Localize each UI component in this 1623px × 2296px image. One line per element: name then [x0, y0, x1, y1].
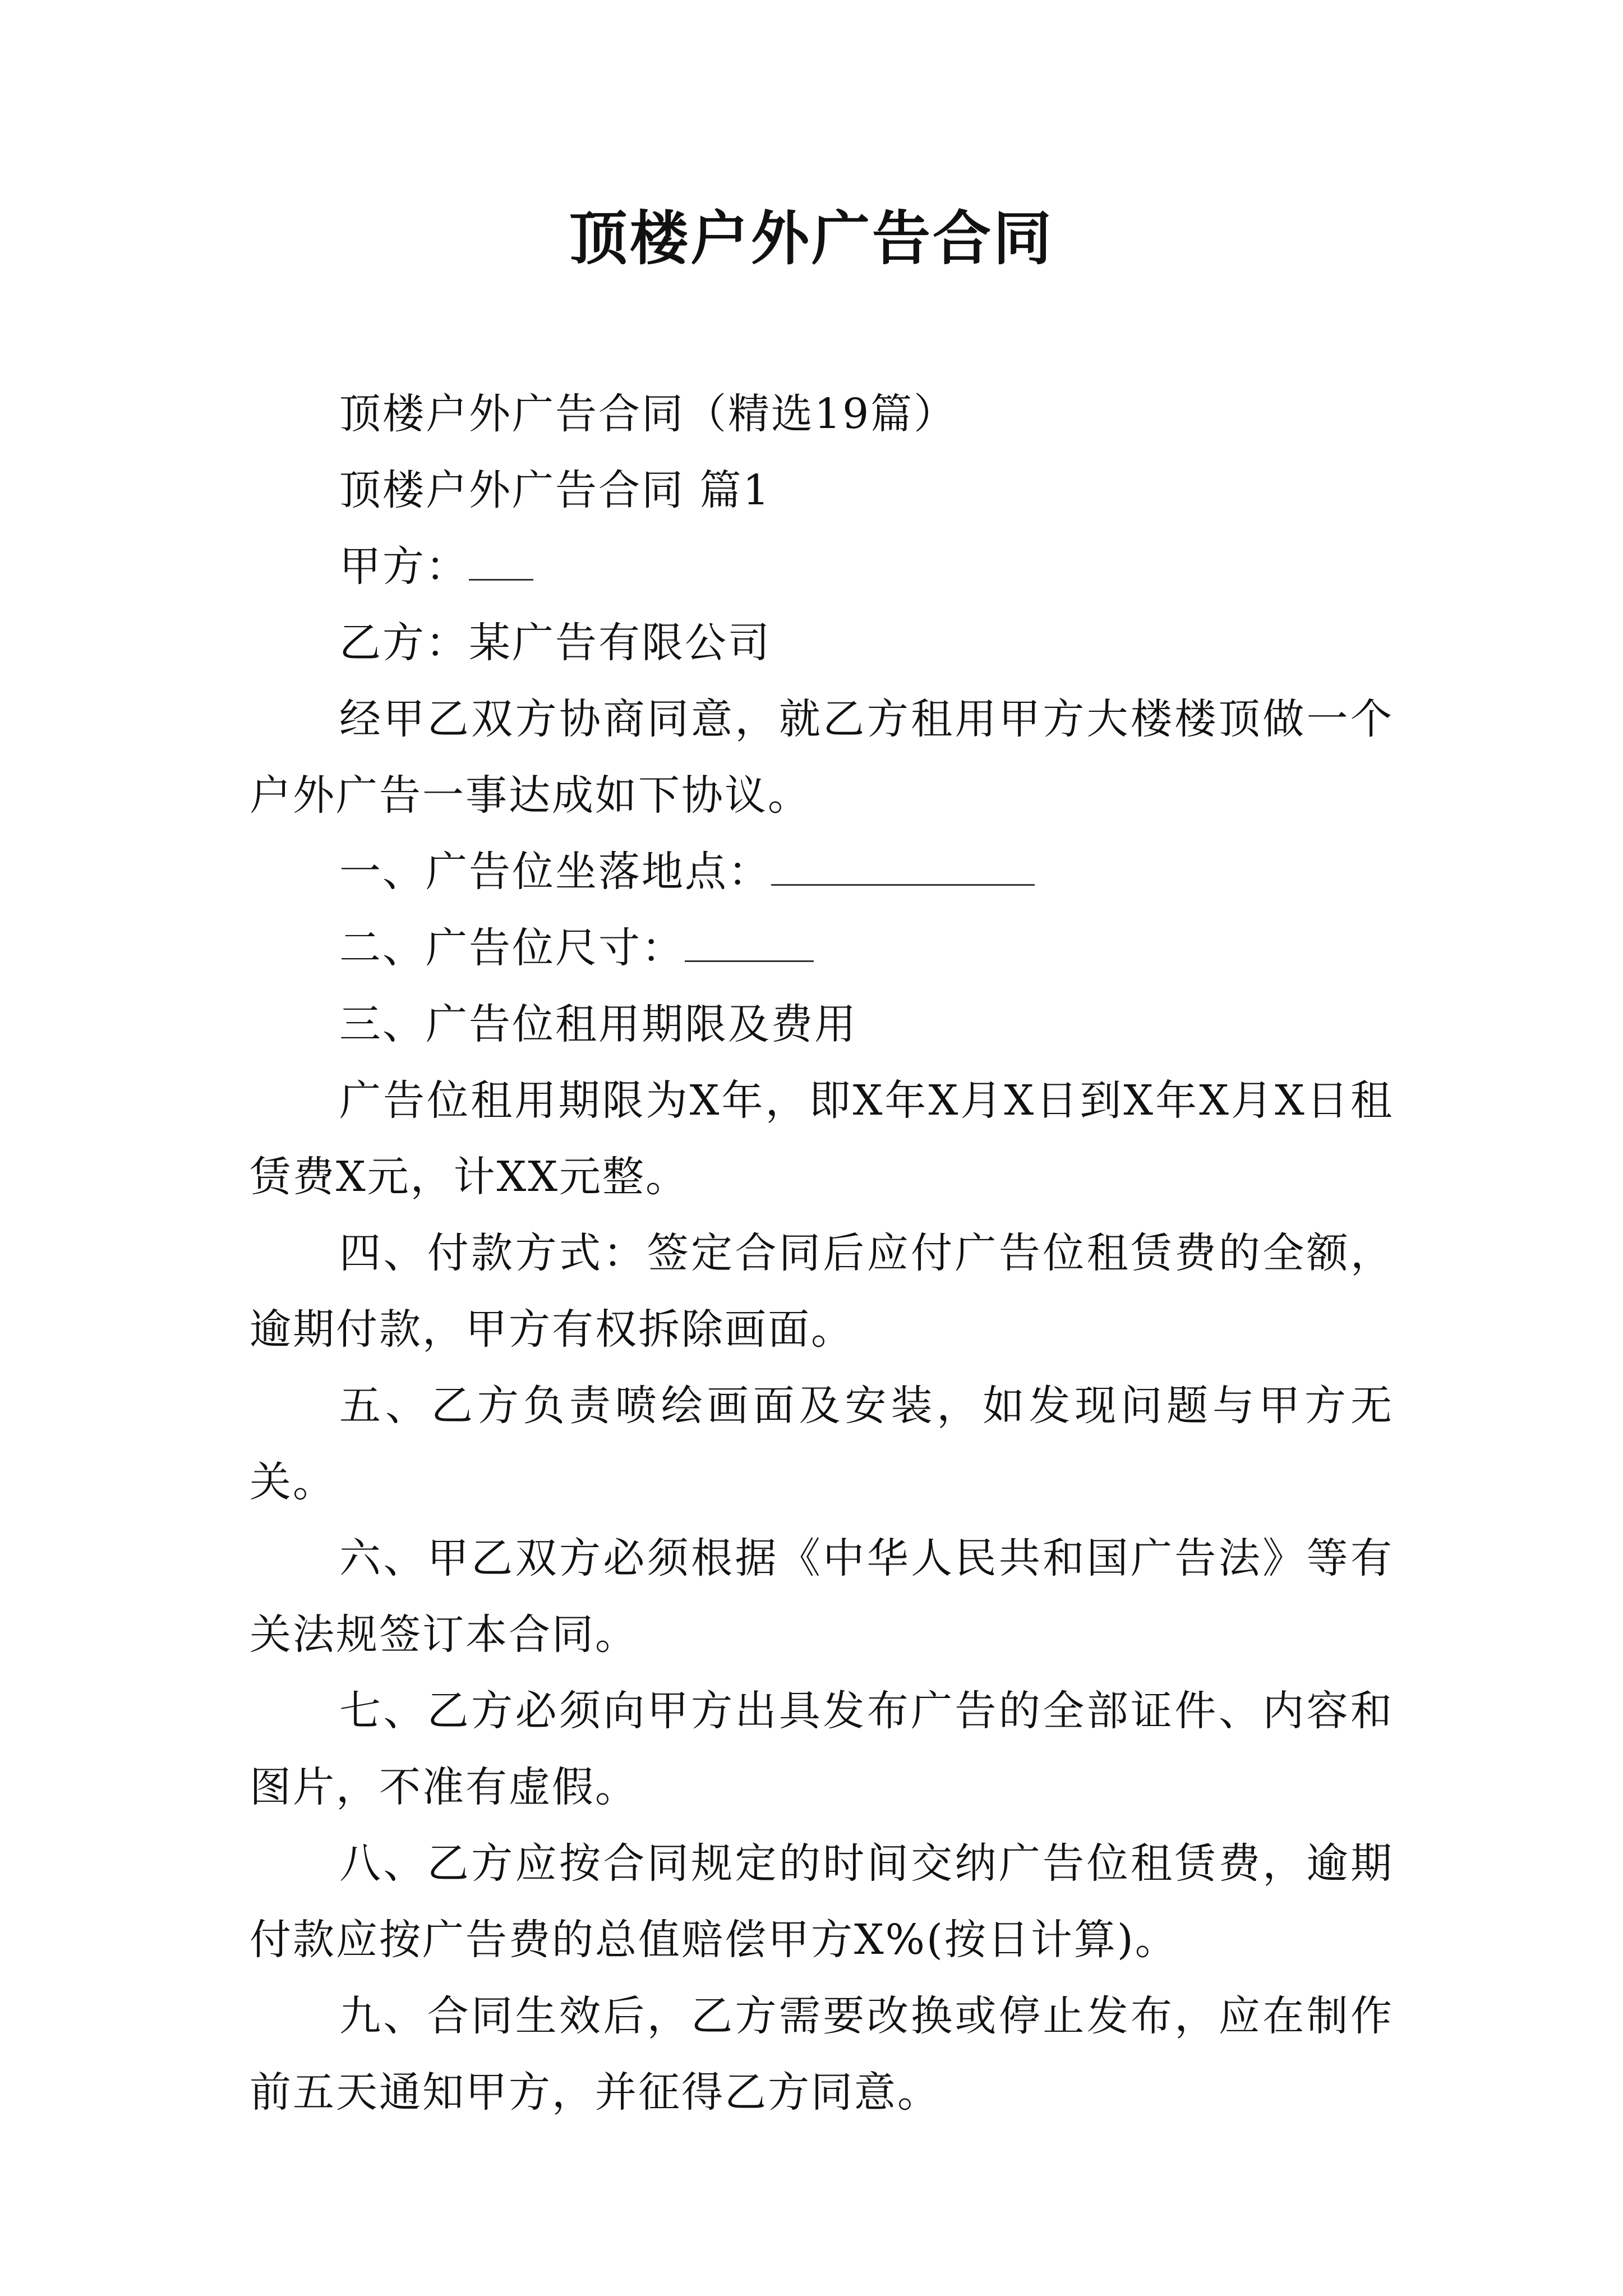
clause-1: [250, 834, 1394, 910]
clause-7: 七、乙方必须向甲方出具发布广告的全部证件、内容和图片，不准有虚假。: [250, 1687, 1394, 1811]
section-heading: 顶楼户外广告合同 篇1: [339, 466, 771, 514]
location-blank: [771, 852, 1035, 886]
clause-6: 六、甲乙双方必须根据《中华人民共和国广告法》等有关法规签订本合同。: [250, 1534, 1394, 1659]
term-paragraph: 广告位租用期限为X年，即X年X月X日到X年X月X日租赁费X元，计XX元整。: [250, 1076, 1394, 1201]
document-body: [250, 376, 1394, 2131]
clause-9: 九、合同生效后，乙方需要改换或停止发布，应在制作前五天通知甲方，并征得乙方同意。: [250, 1992, 1394, 2116]
intro-paragraph: 经甲乙双方协商同意，就乙方租用甲方大楼楼顶做一个户外广告一事达成如下协议。: [250, 695, 1394, 820]
clause-4: 四、付款方式：签定合同后应付广告位租赁费的全额，逾期付款，甲方有权拆除画面。: [250, 1229, 1394, 1354]
size-blank: [685, 928, 814, 962]
document-title: 顶楼户外广告合同: [569, 204, 1054, 273]
party-b-line: 乙方：某广告有限公司: [339, 619, 771, 667]
clause-3: 三、广告位租用期限及费用: [339, 1000, 857, 1048]
clause-8: 八、乙方应按合同规定的时间交纳广告位租赁费，逾期付款应按广告费的总值赔偿甲方X%(按日计算)。: [250, 1839, 1394, 1964]
clause-1-text: 一、广告位坐落地点：: [339, 848, 771, 896]
clause-2: [250, 910, 1394, 986]
party-a-label: 甲方：: [339, 542, 469, 591]
party-a-blank: [469, 546, 533, 581]
clause-2-text: 二、广告位尺寸：: [339, 924, 685, 972]
clause-5: 五、乙方负责喷绘画面及安装，如发现问题与甲方无关。: [250, 1382, 1394, 1506]
party-a-line: [250, 528, 1394, 605]
subtitle-paragraph: 顶楼户外广告合同（精选19篇）: [339, 390, 957, 438]
